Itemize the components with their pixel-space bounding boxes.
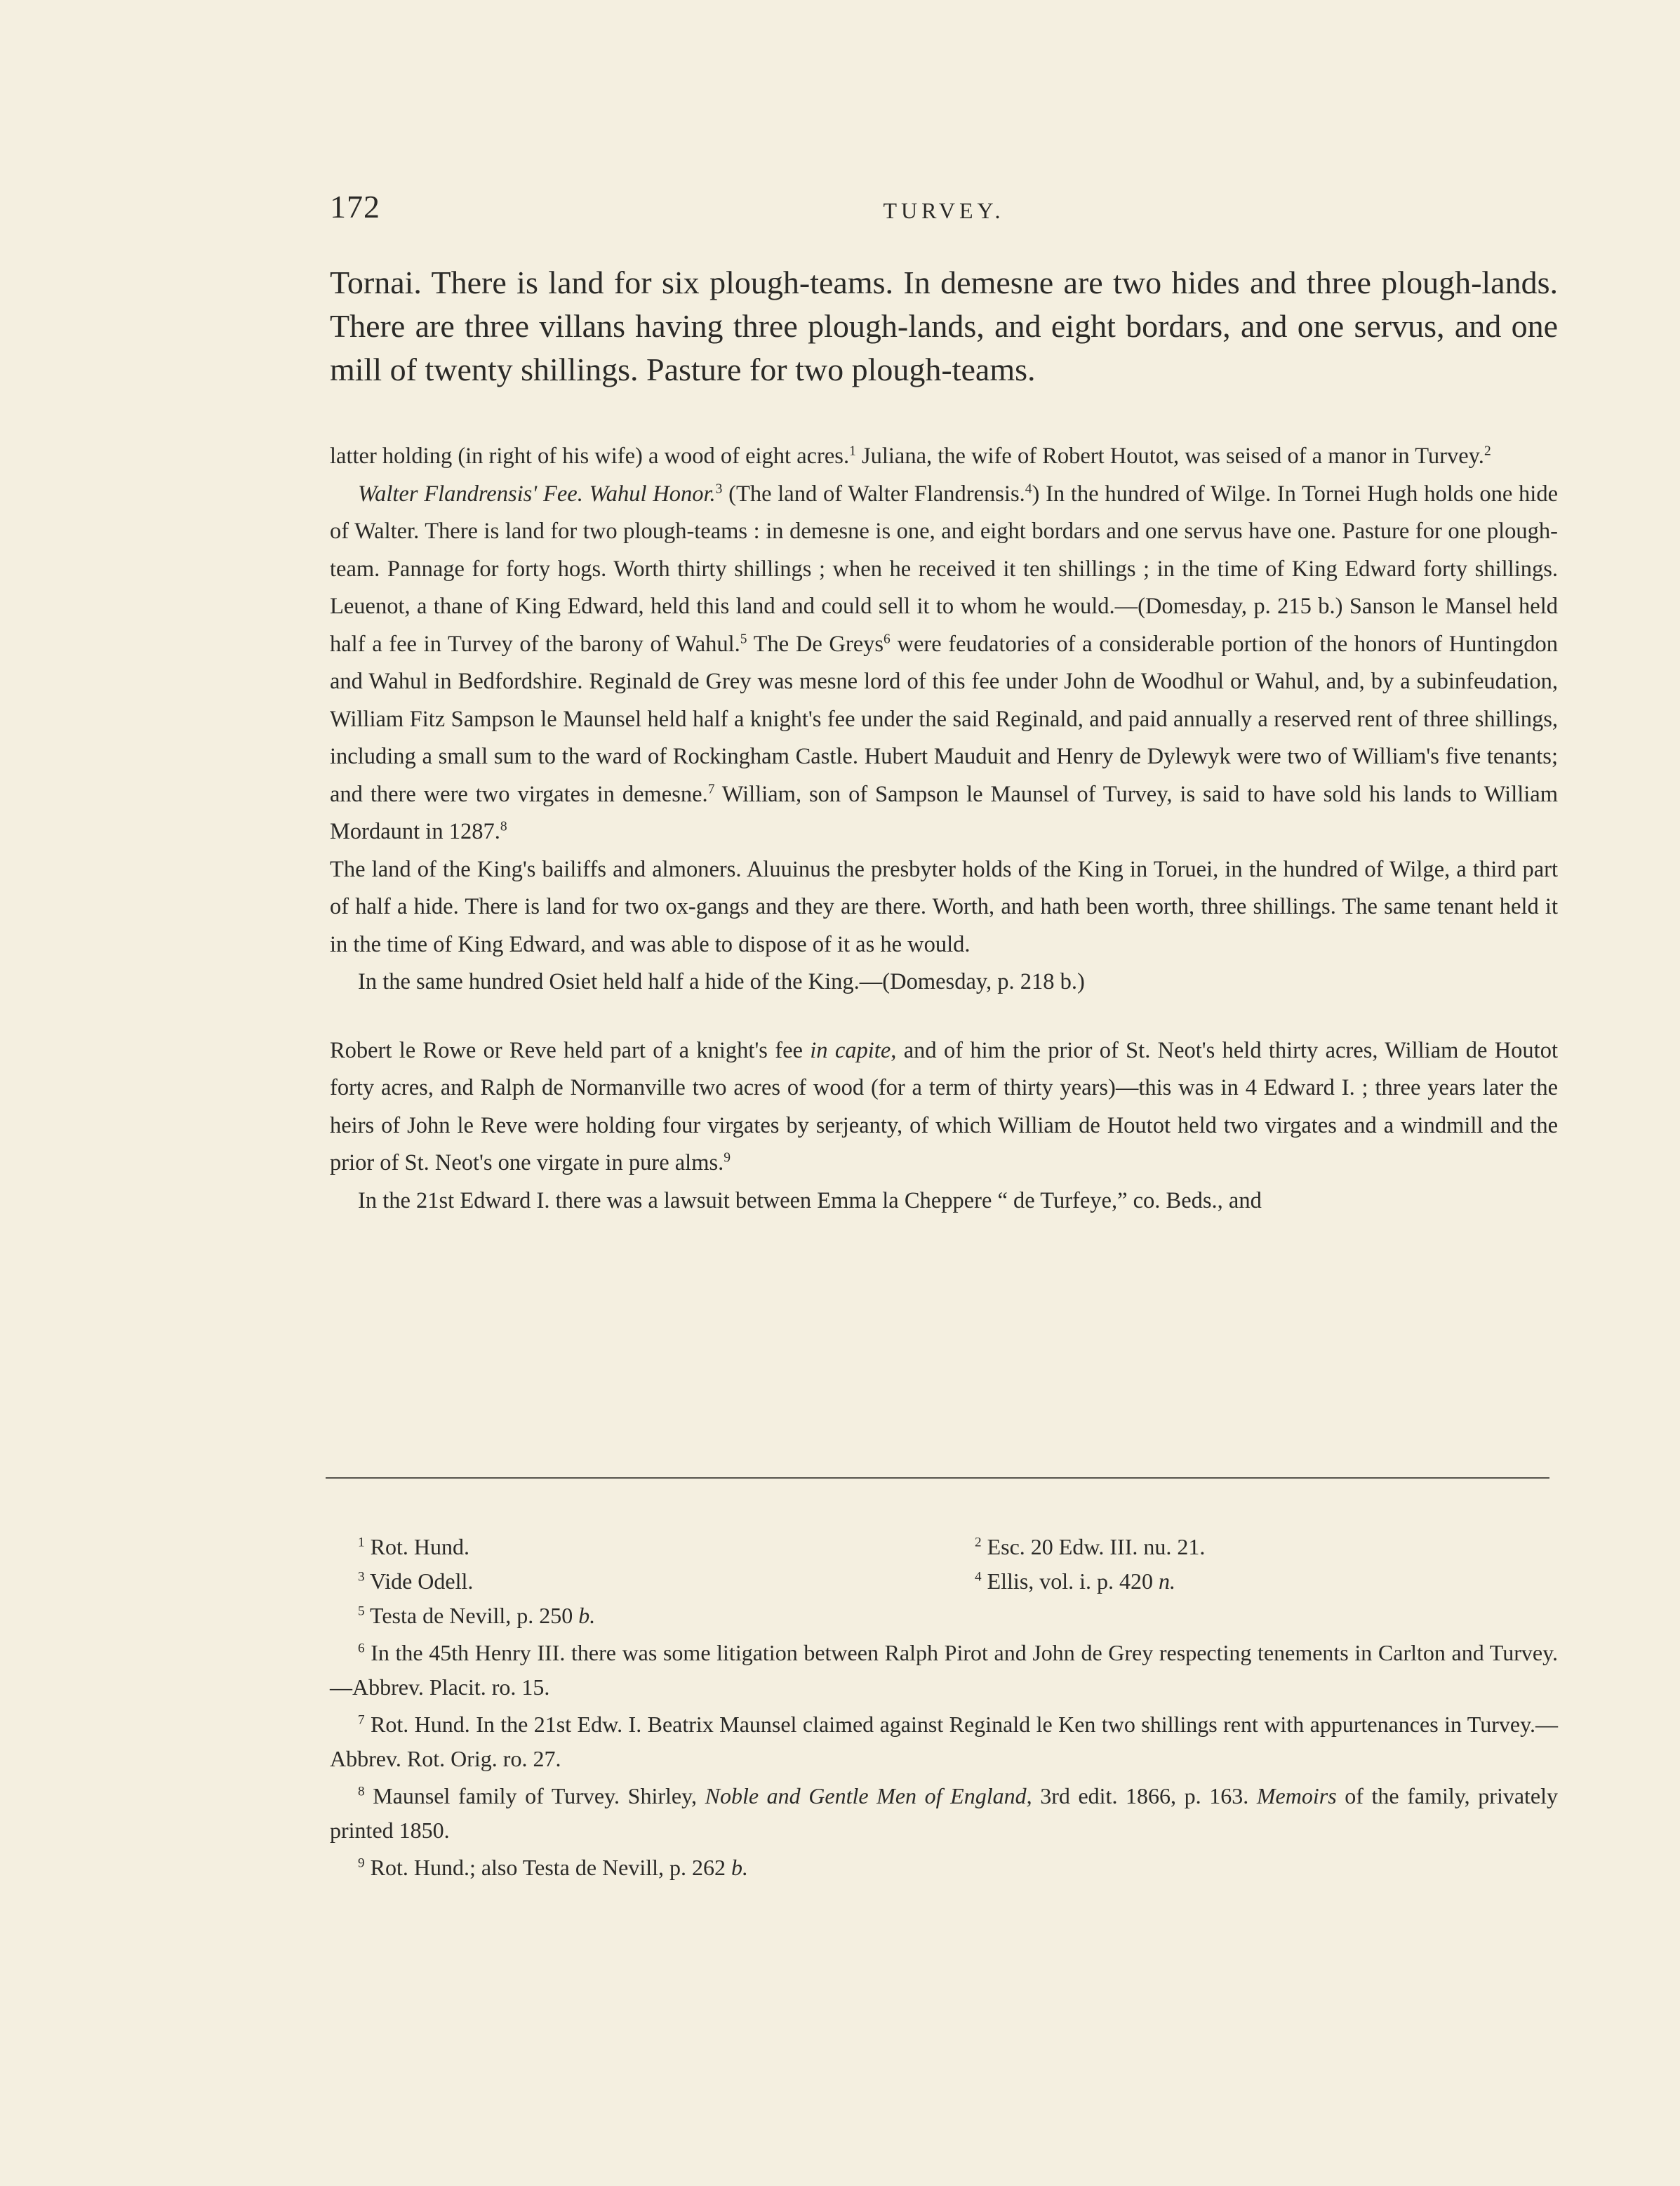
- paragraph-4: In the same hundred Osiet held half a hide of the King.—(Domesday, p. 218 b.): [358, 969, 1085, 994]
- paragraph-5: Robert le Rowe or Reve held part of a knight's fee in capite, and of him the prior of St. Neot's held thirty acres, William de Houtot forty acres, and Ralph de Normanville two acres of wood (for a term of thirty years)—this was in 4 Edward I. ; three years later the heirs of John le Reve were holding four virgates by serjeanty, of which William de Houtot held two virgates and a windmill and the prior of St. Neot's one virgate in pure alms.$^9$: [330, 1037, 1558, 1175]
- footnote-4: $^4$ Ellis, vol. i. p. 420 n.: [975, 1568, 1176, 1594]
- paragraph-2: Walter Flandrensis' Fee. Wahul Honor.$^3$ (The land of Walter Flandrensis.$^4$) In the hundred of Wilge. In Tornei Hugh holds one hide of Walter. There is land for two plough-teams : in demesne is one, and eight bordars and one servus have one. Pasture for one plough-team. Pannage for forty hogs. Worth thirty shillings ; when he received it ten shillings ; in the time of King Edward forty shillings. Leuenot, a thane of King Edward, held this land and could sell it to whom he would.—(Domesday, p. 215 b.) Sanson le Mansel held half a fee in Turvey of the barony of Wahul.$^5$ The De Greys$^6$ were feudatories of a considerable portion of the honors of Huntingdon and Wahul in Bedfordshire. Reginald de Grey was mesne lord of this fee under John de Woodhul or Wahul, and, by a subinfeudation, William Fitz Sampson le Maunsel held half a knight's fee under the said Reginald, and paid annually a reserved rent of three shillings, including a small sum to the ward of Rockingham Castle. Hubert Mauduit and Henry de Dylewyk were two of William's five tenants; and there were two virgates in demesne.$^7$ William, son of Sampson le Maunsel of Turvey, is said to have sold his lands to William Mordaunt in 1287.$^8$: [330, 481, 1559, 844]
- footnote-9: $^9$ Rot. Hund.; also Testa de Nevill, p. 262 b.: [358, 1855, 749, 1880]
- footnote-row: [330, 1564, 1558, 1599]
- footnote-ref: 2: [1484, 444, 1491, 459]
- footnote-8: $^8$ Maunsel family of Turvey. Shirley, Noble and Gentle Men of England, 3rd edit. 1866, p. 163. Memoirs of the family, privately printed 1850.: [330, 1783, 1559, 1843]
- footnote-ref: 5: [740, 631, 747, 646]
- footnote-ref: 1: [849, 444, 856, 459]
- footnote-1: $^1$ Rot. Hund.: [358, 1534, 469, 1559]
- footnote-ref: 8: [500, 819, 507, 834]
- footnote-row: [330, 1530, 1558, 1564]
- footnote-divider: [326, 1477, 1549, 1479]
- footnote-6: $^6$ In the 45th Henry III. there was some litigation between Ralph Pirot and John de Grey respecting tenements in Carlton and Turvey.—Abbrev. Placit. ro. 15.: [330, 1640, 1558, 1700]
- footnote-2: $^2$ Esc. 20 Edw. III. nu. 21.: [975, 1534, 1206, 1559]
- running-title: TURVEY.: [883, 198, 1005, 223]
- page-header: [330, 188, 1558, 230]
- paragraph-3: The land of the King's bailiffs and almoners. Aluuinus the presbyter holds of the King in Toruei, in the hundred of Wilge, a third part of half a hide. There is land for two ox-gangs and they are there. Worth, and hath been worth, three shillings. The same tenant held it in the time of King Edward, and was able to dispose of it as he would.: [330, 856, 1558, 957]
- footnote-ref: 9: [724, 1150, 731, 1166]
- footnote-7: $^7$ Rot. Hund. In the 21st Edw. I. Beatrix Maunsel claimed against Reginald le Ken two shillings rent with appurtenances in Turvey.—Abbrev. Rot. Orig. ro. 27.: [330, 1712, 1558, 1771]
- paragraph-6: In the 21st Edward I. there was a lawsuit between Emma la Cheppere “ de Turfeye,” co. Beds., and: [358, 1187, 1262, 1213]
- footnotes: [330, 1530, 1558, 1885]
- footnote-ref: 4: [1025, 481, 1032, 496]
- footnote-ref: 3: [715, 481, 723, 496]
- footnote-5: $^5$ Testa de Nevill, p. 250 b.: [358, 1603, 596, 1628]
- body-text: [330, 438, 1558, 1220]
- footnote-ref: 7: [707, 781, 715, 797]
- paragraph-1: latter holding (in right of his wife) a wood of eight acres.$^1$ Juliana, the wife of Robert Houtot, was seised of a manor in Turvey.$^2$: [330, 444, 1491, 469]
- domesday-excerpt: Tornai. There is land for six plough-teams. In demesne are two hides and three plough-lands. There are three villans having three plough-lands, and eight bordars, and one servus, and one mill of twenty shillings. Pasture for two plough-teams.: [330, 265, 1558, 387]
- footnote-ref: 6: [884, 631, 891, 646]
- page-number: 172: [330, 189, 380, 225]
- footnote-3: $^3$ Vide Odell.: [358, 1568, 474, 1594]
